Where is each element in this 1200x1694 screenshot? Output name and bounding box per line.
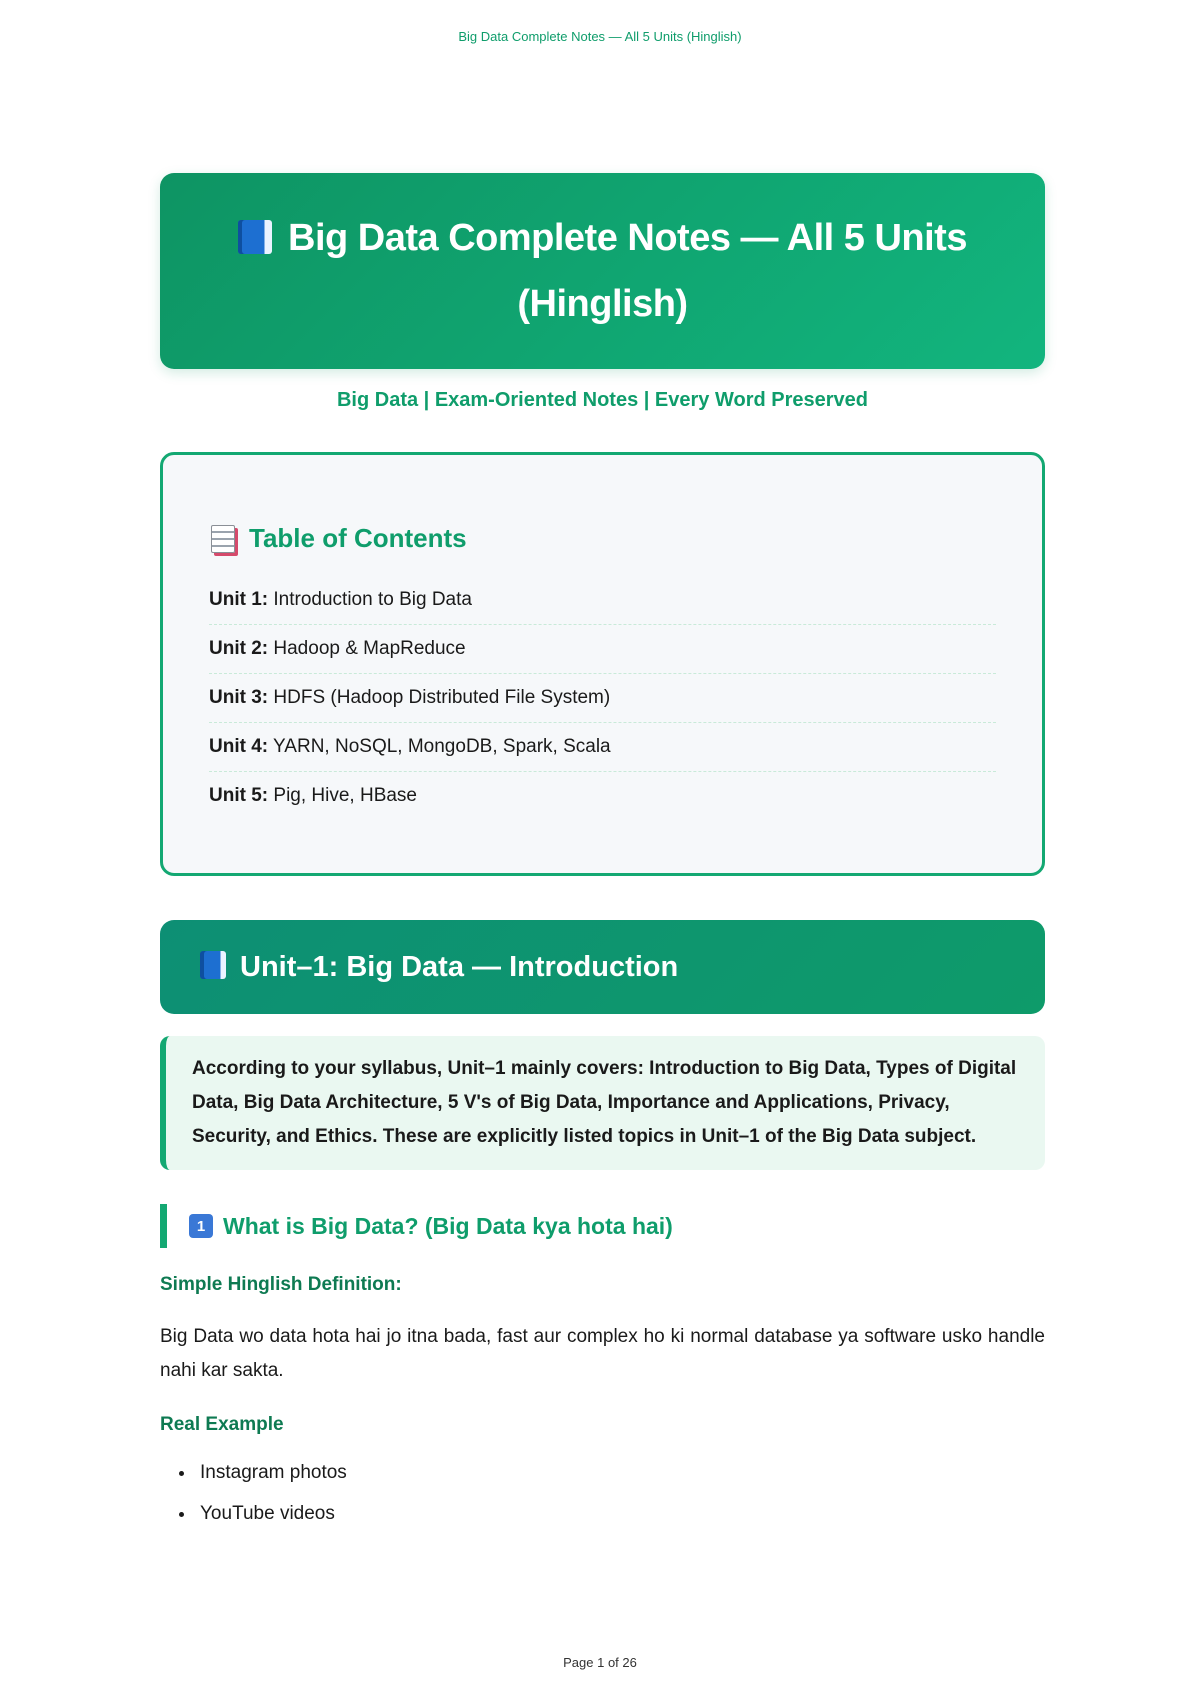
toc-item-unit-2 (209, 625, 996, 674)
section-heading-what-is-big-data (160, 1204, 1045, 1248)
title-banner (160, 173, 1045, 369)
section-heading-text: What is Big Data? (Big Data kya hota hai) (223, 1212, 673, 1239)
toc-item-unit-1 (209, 576, 996, 625)
definition-text: Big Data wo data hota hai jo itna bada, fast aur complex ho ki normal database ya software usko handle nahi kar sakta. (160, 1326, 1045, 1381)
page-subtitle: Big Data | Exam-Oriented Notes | Every Word Preserved (336, 389, 868, 411)
page-content (160, 173, 1045, 1534)
keycap-one-icon: 1 (189, 1214, 213, 1238)
toc-unit-topic: Pig, Hive, HBase (273, 785, 418, 806)
definition-label: Simple Hinglish Definition: (160, 1274, 402, 1295)
bookmark-tabs-icon (211, 525, 235, 553)
unit-1-banner (160, 920, 1045, 1014)
example-label: Real Example (160, 1414, 284, 1435)
blue-book-icon (238, 220, 272, 254)
page-title (223, 205, 983, 337)
toc-unit-label: Unit 3: (209, 687, 269, 708)
page-title-text: Big Data Complete Notes — All 5 Units (Hinglish) (288, 217, 967, 325)
toc-unit-topic: Introduction to Big Data (273, 589, 472, 610)
blue-book-icon (200, 951, 226, 979)
toc-heading-text: Table of Contents (249, 523, 467, 553)
toc-unit-topic: YARN, NoSQL, MongoDB, Spark, Scala (273, 736, 611, 757)
toc-unit-topic: Hadoop & MapReduce (273, 638, 466, 659)
toc-item-unit-3 (209, 674, 996, 723)
syllabus-callout: According to your syllabus, Unit–1 mainly covers: Introduction to Big Data, Types of Digital Data, Big Data Architecture, 5 V's of Big Data, Importance and Applications, Privacy, Security, and Ethics. These are explicitly listed topics in Unit–1 of the Big Data subject. (160, 1036, 1045, 1170)
example-list (160, 1452, 1045, 1534)
toc-unit-label: Unit 1: (209, 589, 269, 610)
unit-1-heading-text: Unit–1: Big Data — Introduction (240, 950, 679, 983)
list-item: • YouTube videos (196, 1493, 1045, 1534)
running-header: Big Data Complete Notes — All 5 Units (Hinglish) (458, 29, 742, 44)
toc-unit-label: Unit 5: (209, 785, 269, 806)
list-item: • Instagram photos (196, 1452, 1045, 1493)
table-of-contents (160, 452, 1045, 876)
toc-unit-topic: HDFS (Hadoop Distributed File System) (273, 687, 611, 708)
page-number: Page 1 of 26 (563, 1655, 637, 1670)
toc-item-unit-4 (209, 723, 996, 772)
toc-unit-label: Unit 2: (209, 638, 269, 659)
toc-heading (211, 523, 996, 554)
toc-unit-label: Unit 4: (209, 736, 269, 757)
toc-item-unit-5 (209, 772, 996, 820)
unit-1-heading (200, 951, 678, 984)
